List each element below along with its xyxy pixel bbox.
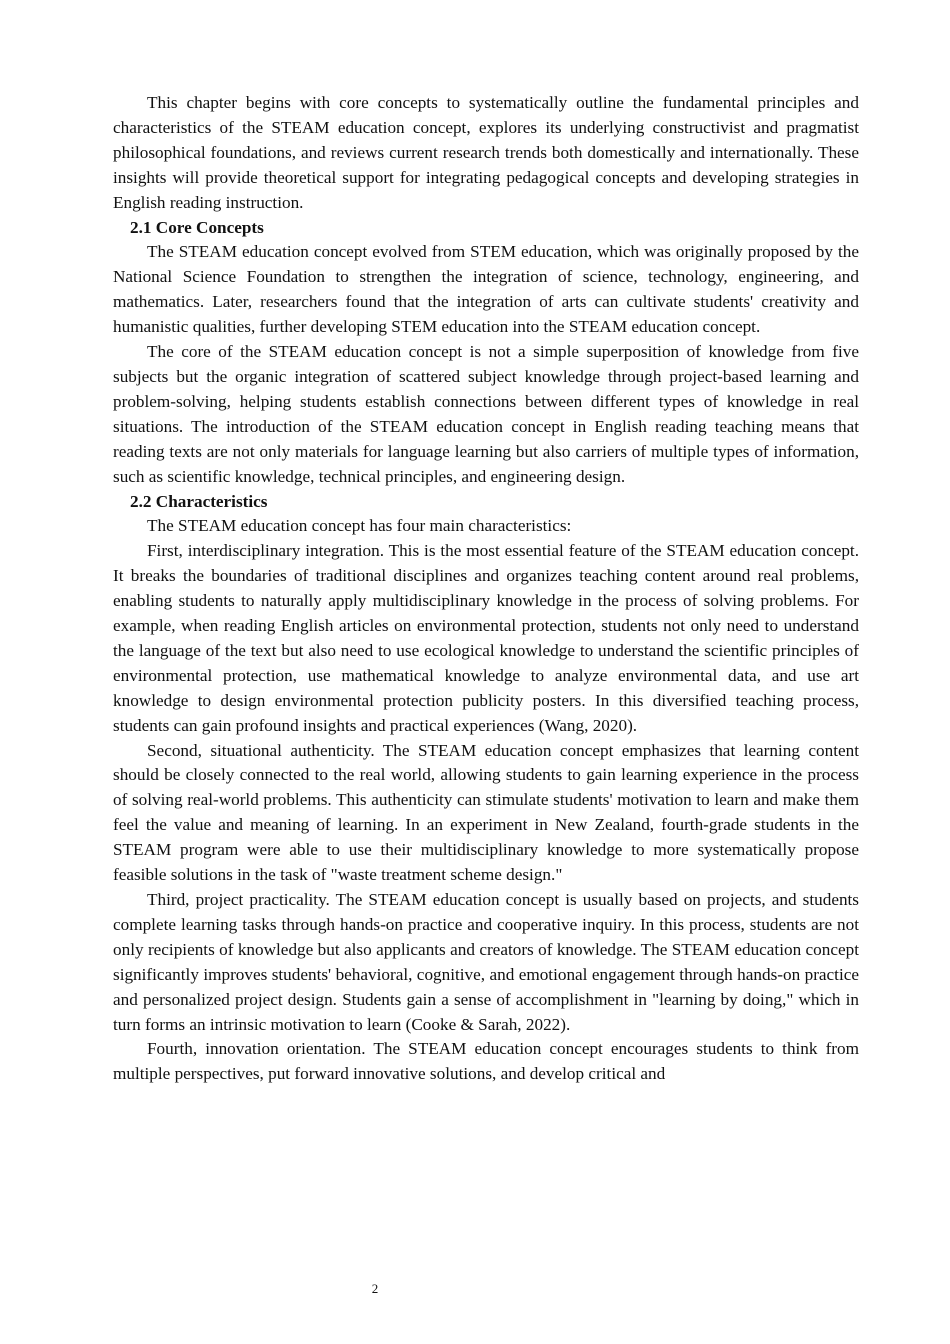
core-concepts-paragraph-1: The STEAM education concept evolved from STEM education, which was originally proposed by the National Science Foundation to strengthen the integration of science, technology, engineering, and mathematics. Later, researchers found that the integration of arts can cultivate students' creativity and humanistic qualities, further developing STEM education into the STEAM education concept. (113, 242, 859, 337)
characteristics-paragraph-fourth: Fourth, innovation orientation. The STEAM education concept encourages students to think from multiple perspectives, put forward innovative solutions, and develop critical and (113, 1039, 859, 1084)
intro-paragraph: This chapter begins with core concepts to systematically outline the fundamental principles and characteristics of the STEAM education concept, explores its underlying constructivist and pragmatist philosophical foundations, and reviews current research trends both domestically and internationally. These insights will provide theoretical support for integrating pedagogical concepts and developing strategies in English reading instruction. (113, 93, 859, 212)
section-heading-characteristics: 2.2 Characteristics (130, 491, 268, 511)
characteristics-paragraph-intro: The STEAM education concept has four main characteristics: (147, 516, 572, 536)
page-number: 2 (371, 1281, 379, 1296)
document-page (113, 91, 859, 1087)
characteristics-paragraph-third: Third, project practicality. The STEAM education concept is usually based on projects, and students complete learning tasks through hands-on practice and cooperative inquiry. In this process, students are not only recipients of knowledge but also applicants and creators of knowledge. The STEAM education concept significantly improves students' behavioral, cognitive, and emotional engagement through hands-on practice and personalized project design. Students gain a sense of accomplishment in "learning by doing," which in turn forms an intrinsic motivation to learn (Cooke & Sarah, 2022). (113, 890, 859, 1034)
characteristics-paragraph-first: First, interdisciplinary integration. This is the most essential feature of the STEAM education concept. It breaks the boundaries of traditional disciplines and organizes teaching content around real problems, enabling students to naturally apply multidisciplinary knowledge in the process of solving problems. For example, when reading English articles on environmental protection, students not only need to understand the language of the text but also need to use ecological knowledge to understand the scientific principles of environmental protection, use mathematical knowledge to analyze environmental data, and use art knowledge to design environmental protection publicity posters. In this diversified teaching process, students can gain profound insights and practical experiences (Wang, 2020). (113, 541, 859, 735)
section-heading-core-concepts: 2.1 Core Concepts (130, 217, 264, 237)
core-concepts-paragraph-2: The core of the STEAM education concept is not a simple superposition of knowledge from five subjects but the organic integration of scattered subject knowledge through project-based learning and problem-solving, helping students establish connections between different types of knowledge in real situations. The introduction of the STEAM education concept in English reading teaching means that reading texts are not only materials for language learning but also carriers of multiple types of information, such as scientific knowledge, technical principles, and engineering design. (113, 342, 859, 486)
characteristics-paragraph-second: Second, situational authenticity. The STEAM education concept emphasizes that learning content should be closely connected to the real world, allowing students to gain learning experience in the process of solving real-world problems. This authenticity can stimulate students' motivation to learn and make them feel the value and meaning of learning. In an experiment in New Zealand, fourth-grade students in the STEAM program were able to use their multidisciplinary knowledge to more systematically propose feasible solutions in the task of "waste treatment scheme design." (113, 740, 859, 885)
